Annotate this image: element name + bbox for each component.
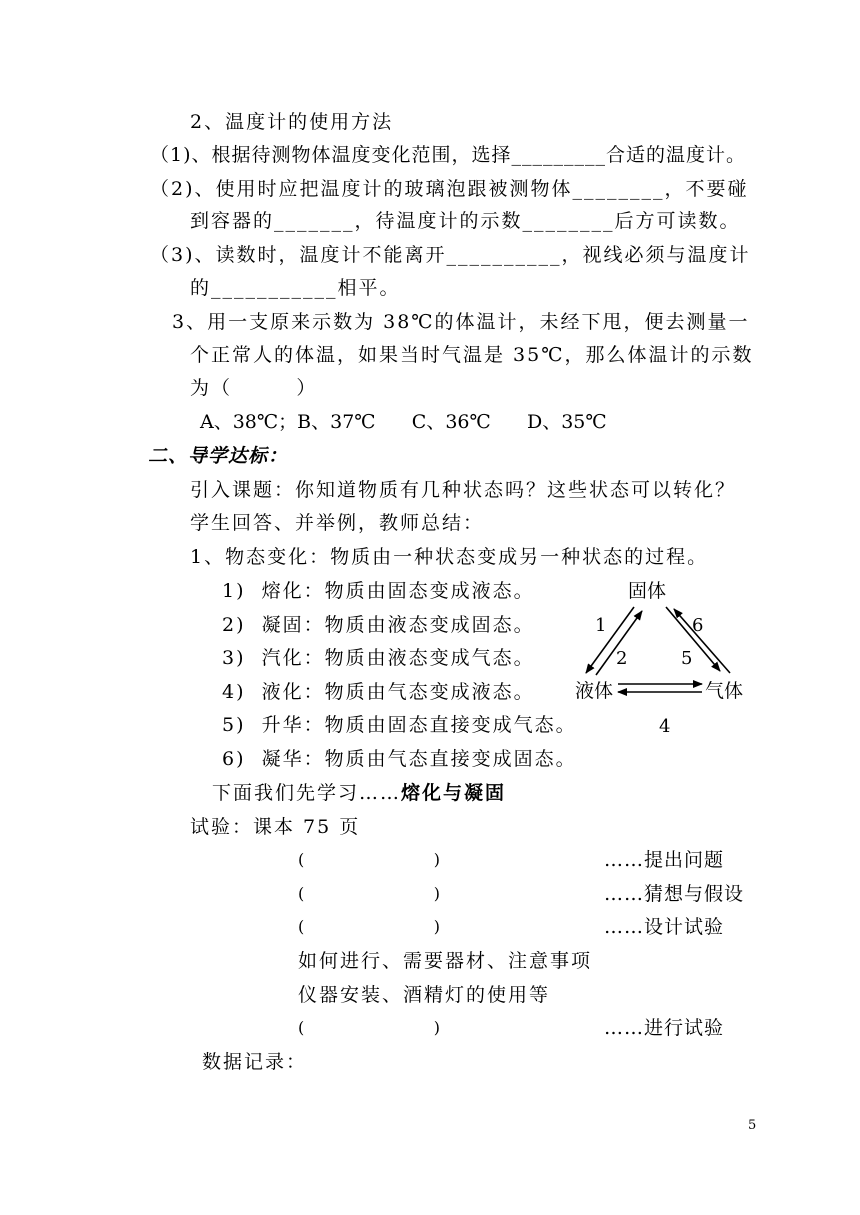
step-design: ……设计试验 [604,916,725,938]
next-study-prefix: 下面我们先学习…… [212,782,402,804]
gas-label: 气体 [705,680,744,702]
blank-paren-1: ( ) [298,850,443,869]
usage-item-1: （1)、根据待测物体温度变化范围，选择_________合适的温度计。 [150,144,747,166]
usage-item-2-line1: （2)、使用时应把温度计的玻璃泡跟被测物体________，不要碰 [150,178,749,200]
label-1: 1 [595,615,607,636]
experiment-line: 试验：课本 75 页 [190,816,361,838]
label-6: 6 [692,615,704,636]
step-raise-question: ……提出问题 [604,849,725,871]
definition-line: 1、物态变化：物质由一种状态变成另一种状态的过程。 [190,546,709,568]
label-5: 5 [681,648,693,669]
liquid-label: 液体 [575,680,614,702]
blank-paren-2: ( ) [298,884,443,903]
state-transition-diagram [570,575,770,745]
blank-paren-3: ( ) [298,917,443,936]
summary-line: 学生回答、并举例，教师总结： [190,512,485,534]
usage-item-2-line2: 到容器的_______，待温度计的示数________后方可读数。 [190,210,741,232]
state-change-item-4: 4) 液化：物质由气态变成液态。 [222,681,535,703]
next-study-line [212,781,506,805]
part-2-heading: 二、导学达标： [148,445,289,467]
question-3-options: A、38℃；B、37℃ C、36℃ D、35℃ [200,411,607,433]
next-study-topic: 熔化与凝固 [401,782,507,804]
design-notes-line1: 如何进行、需要器材、注意事项 [298,950,593,972]
state-change-item-5: 5) 升华：物质由固态直接变成气态。 [222,714,577,736]
intro-line: 引入课题：你知道物质有几种状态吗？这些状态可以转化？ [190,479,737,501]
state-change-item-2: 2) 凝固：物质由液态变成固态。 [222,614,535,636]
step-hypothesis: ……猜想与假设 [604,883,745,905]
question-3-line2: 个正常人的体温，如果当时气温是 35℃，那么体温计的示数 [190,344,754,366]
state-change-item-6: 6) 凝华：物质由气态直接变成固态。 [222,748,577,770]
label-4: 4 [659,716,671,737]
section-2-title: 2、温度计的使用方法 [190,111,394,133]
blank-paren-4: ( ) [298,1018,443,1037]
solid-label: 固体 [628,580,667,602]
page-number: 5 [748,1118,757,1133]
design-notes-line2: 仪器安装、酒精灯的使用等 [298,984,551,1006]
state-change-item-3: 3) 汽化：物质由液态变成气态。 [222,647,535,669]
label-2: 2 [616,648,628,669]
state-change-item-1: 1) 熔化：物质由固态变成液态。 [222,580,535,602]
usage-item-3-line2: 的___________相平。 [190,277,401,299]
usage-item-3-line1: （3)、读数时，温度计不能离开__________，视线必须与温度计 [150,244,751,266]
step-conduct: ……进行试验 [604,1017,725,1039]
question-3-line3: 为（ ） [190,377,318,399]
data-record-label: 数据记录： [202,1051,308,1073]
question-3-line1: 3、用一支原来示数为 38℃的体温计，未经下甩，便去测量一 [172,311,750,333]
